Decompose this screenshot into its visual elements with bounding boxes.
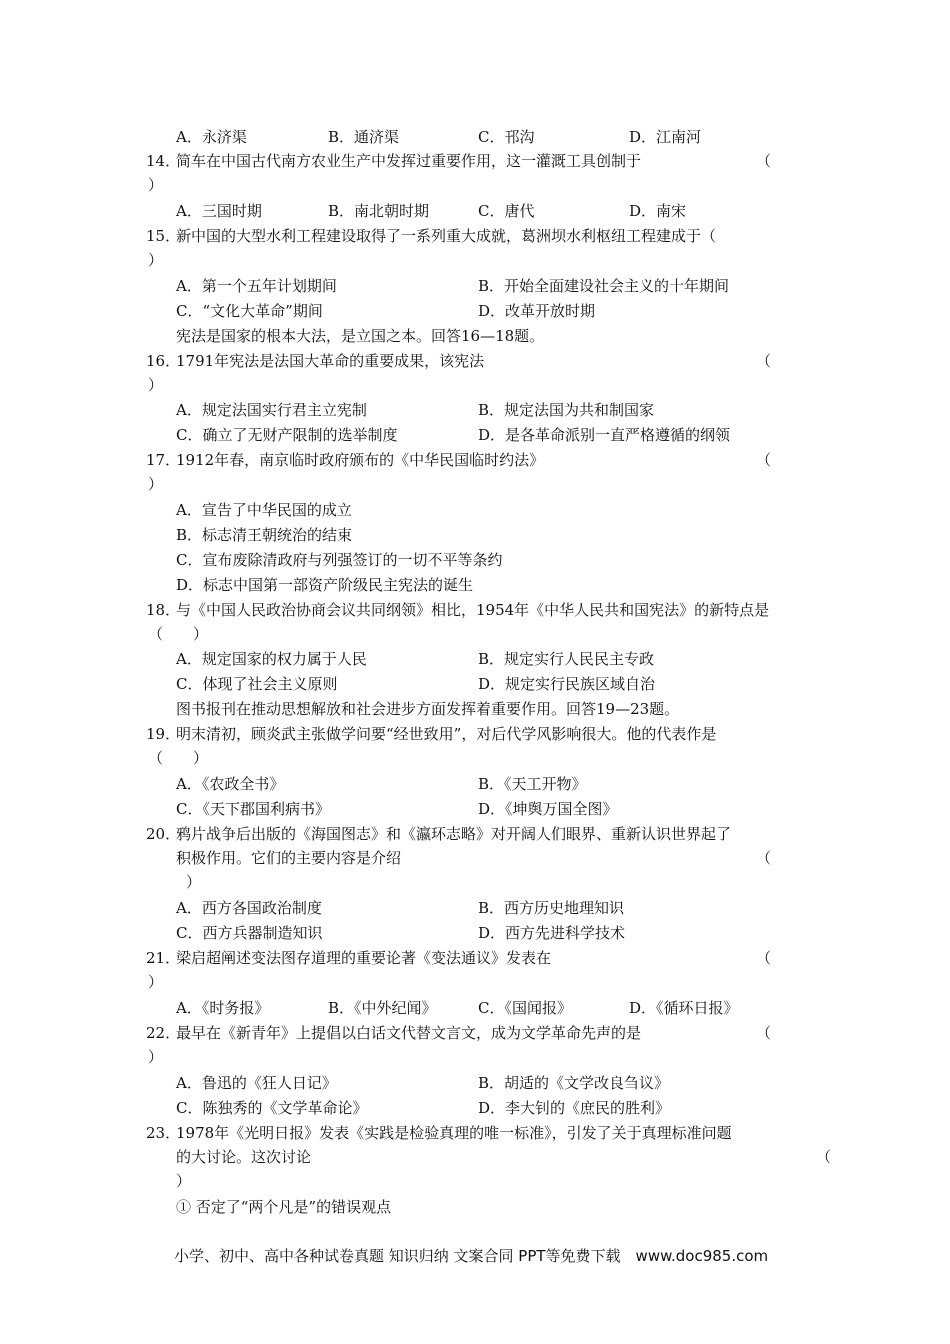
q20-number: 20．	[146, 825, 181, 843]
q20-paren-close: ）	[186, 873, 202, 891]
q21-option-d: D．《循环日报》	[629, 999, 739, 1017]
q17-option-b: B．标志清王朝统治的结束	[176, 526, 353, 544]
q14-option-d: D．南宋	[629, 202, 687, 220]
q22-option-b: B．胡适的《文学改良刍议》	[478, 1074, 670, 1092]
q16-option-a: A．规定法国实行君主立宪制	[176, 401, 367, 419]
footer-ad: 小学、初中、高中各种试卷真题 知识归纳 文案合同 PPT等免费下载 www.doc985.com	[174, 1247, 769, 1265]
q21-stem: 梁启超阐述变法图存道理的重要论著《变法通议》发表在	[176, 949, 552, 967]
q22-option-a: A．鲁迅的《狂人日记》	[176, 1074, 337, 1092]
q16-option-b: B．规定法国为共和制国家	[478, 401, 655, 419]
q17-option-d: D．标志中国第一部资产阶级民主宪法的诞生	[176, 576, 474, 594]
q13-option-c: C．邗沟	[478, 128, 535, 146]
q23-stem-line1: 1978年《光明日报》发表《实践是检验真理的唯一标准》，引发了关于真理标准问题	[176, 1124, 732, 1142]
q18-number: 18．	[146, 601, 181, 619]
q22-number: 22．	[146, 1024, 181, 1042]
intro-16-18: 宪法是国家的根本大法，是立国之本。回答16—18题。	[176, 327, 545, 345]
q15-stem: 新中国的大型水利工程建设取得了一系列重大成就，葛洲坝水利枢纽工程建成于（	[176, 227, 717, 245]
q19-number: 19．	[146, 725, 181, 743]
q15-option-d: D．改革开放时期	[478, 302, 596, 320]
q19-option-c: C．《天下郡国利病书》	[176, 800, 330, 818]
q18-option-d: D．规定实行民族区域自治	[478, 675, 656, 693]
q21-option-c: C．《国闻报》	[478, 999, 572, 1017]
q15-option-a: A．第一个五年计划期间	[176, 277, 337, 295]
q17-stem: 1912年春，南京临时政府颁布的《中华民国临时约法》	[176, 451, 545, 469]
q14-option-b: B．南北朝时期	[328, 202, 430, 220]
q16-option-c: C．确立了无财产限制的选举制度	[176, 426, 398, 444]
q20-option-c: C．西方兵器制造知识	[176, 924, 323, 942]
q16-stem: 1791年宪法是法国大革命的重要成果，该宪法	[176, 352, 485, 370]
q19-option-a: A．《农政全书》	[176, 775, 285, 793]
q23-paren-open: （	[816, 1148, 832, 1166]
q19-paren: （ ）	[148, 749, 209, 767]
q13-option-d: D．江南河	[629, 128, 702, 146]
q23-number: 23．	[146, 1124, 181, 1142]
q17-number: 17．	[146, 451, 181, 469]
q18-paren: （ ）	[148, 625, 209, 643]
q23-paren-close: ）	[176, 1172, 192, 1190]
q17-option-a: A．宣告了中华民国的成立	[176, 501, 352, 519]
q14-paren-open: （	[756, 152, 772, 170]
q20-stem-line1: 鸦片战争后出版的《海国图志》和《瀛环志略》对开阔人们眼界、重新认识世界起了	[176, 825, 732, 843]
q23-item-1: ① 否定了“两个凡是”的错误观点	[176, 1198, 392, 1216]
q18-option-b: B．规定实行人民民主专政	[478, 650, 655, 668]
q18-option-a: A．规定国家的权力属于人民	[176, 650, 367, 668]
q19-stem: 明末清初，顾炎武主张做学问要“经世致用”，对后代学风影响很大。他的代表作是	[176, 725, 717, 743]
q21-number: 21．	[146, 949, 181, 967]
q14-option-c: C．唐代	[478, 202, 535, 220]
q16-paren-open: （	[756, 352, 772, 370]
q15-number: 15．	[146, 227, 181, 245]
q22-stem: 最早在《新青年》上提倡以白话文代替文言文，成为文学革命先声的是	[176, 1024, 642, 1042]
q21-paren-open: （	[756, 949, 772, 967]
q15-option-c: C．“文化大革命”期间	[176, 302, 323, 320]
q13-option-a: A．永济渠	[176, 128, 247, 146]
q21-option-b: B．《中外纪闻》	[328, 999, 437, 1017]
q15-paren-close: ）	[148, 251, 164, 269]
q22-option-d: D．李大钊的《庶民的胜利》	[478, 1099, 671, 1117]
q22-paren-close: ）	[148, 1048, 164, 1066]
q20-paren-open: （	[756, 849, 772, 867]
q17-paren-close: ）	[148, 475, 164, 493]
q14-option-a: A．三国时期	[176, 202, 262, 220]
q20-option-d: D．西方先进科学技术	[478, 924, 626, 942]
q14-number: 14．	[146, 152, 181, 170]
q17-paren-open: （	[756, 451, 772, 469]
q19-option-b: B．《天工开物》	[478, 775, 587, 793]
q20-option-b: B．西方历史地理知识	[478, 899, 625, 917]
q21-option-a: A．《时务报》	[176, 999, 270, 1017]
q15-option-b: B．开始全面建设社会主义的十年期间	[478, 277, 730, 295]
q14-stem: 简车在中国古代南方农业生产中发挥过重要作用，这一灌溉工具创制于	[176, 152, 642, 170]
q13-option-b: B．通济渠	[328, 128, 400, 146]
q16-option-d: D．是各革命派别一直严格遵循的纲领	[478, 426, 731, 444]
q16-number: 16．	[146, 352, 181, 370]
q16-paren-close: ）	[148, 376, 164, 394]
q20-option-a: A．西方各国政治制度	[176, 899, 322, 917]
q14-paren-close: ）	[148, 176, 164, 194]
q21-paren-close: ）	[148, 973, 164, 991]
q22-option-c: C．陈独秀的《文学革命论》	[176, 1099, 368, 1117]
q23-stem-line2: 的大讨论。这次讨论	[176, 1148, 312, 1166]
intro-19-23: 图书报刊在推动思想解放和社会进步方面发挥着重要作用。回答19—23题。	[176, 700, 680, 718]
q17-option-c: C．宣布废除清政府与列强签订的一切不平等条约	[176, 551, 503, 569]
q18-option-c: C．体现了社会主义原则	[176, 675, 338, 693]
q20-stem-line2: 积极作用。它们的主要内容是介绍	[176, 849, 402, 867]
q22-paren-open: （	[756, 1024, 772, 1042]
q19-option-d: D．《坤舆万国全图》	[478, 800, 618, 818]
q18-stem: 与《中国人民政治协商会议共同纲领》相比，1954年《中华人民共和国宪法》的新特点是	[176, 601, 770, 619]
